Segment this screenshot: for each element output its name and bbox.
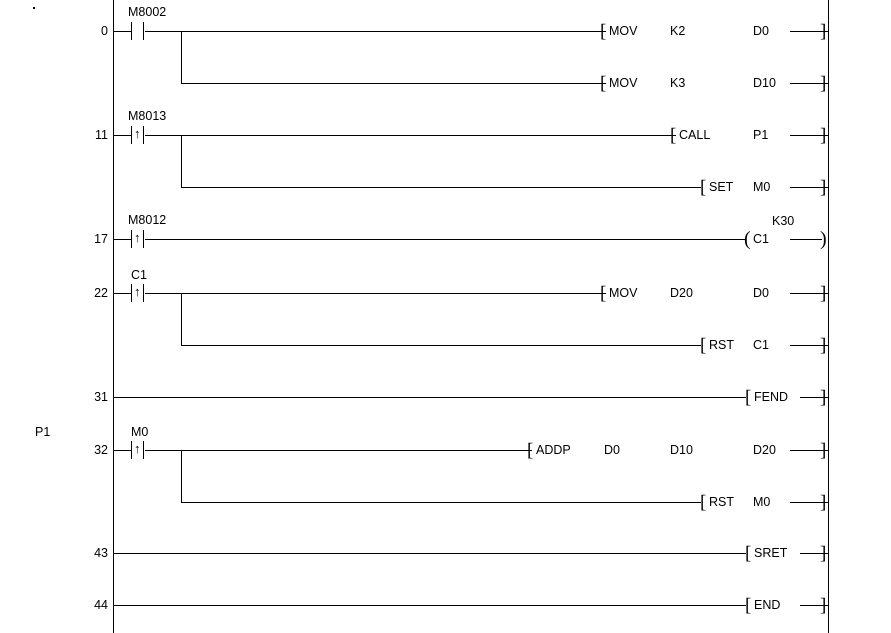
bracket-open-r32b2: [ [700, 492, 707, 513]
bracket-close-r0b1: ] [820, 21, 827, 42]
left-power-rail [113, 0, 114, 633]
operand-d20-addp[interactable]: D20 [753, 443, 776, 457]
device-label-m8012: M8012 [128, 213, 167, 227]
operand-d20-r22b1[interactable]: D20 [670, 286, 693, 300]
instruction-mov-r0b2[interactable]: MOV [609, 76, 638, 90]
bracket-open-r22b2: [ [700, 335, 707, 356]
rung11-branch2-wire [181, 187, 701, 188]
rung0-branch2-wire [181, 83, 606, 84]
rung11-branch-drop [181, 135, 182, 187]
operand-p1-call[interactable]: P1 [753, 128, 769, 142]
instruction-fend[interactable]: FEND [754, 390, 789, 404]
bracket-open-r31: [ [745, 387, 752, 408]
rung44-wire [113, 605, 746, 606]
bracket-open-r11b2: [ [700, 177, 707, 198]
instruction-end[interactable]: END [754, 598, 781, 612]
bracket-close-r43: ] [820, 543, 827, 564]
device-label-m8013: M8013 [128, 109, 167, 123]
step-number-43: 43 [94, 546, 108, 560]
instruction-sret[interactable]: SRET [754, 546, 788, 560]
contact-m8012-rising[interactable]: ↑ [127, 230, 149, 248]
coil-close-paren: ) [820, 228, 827, 250]
bracket-open-r44: [ [745, 595, 752, 616]
rung17-wire [145, 239, 745, 240]
bracket-close-r31: ] [820, 387, 827, 408]
rung0-branch-drop [181, 31, 182, 83]
rung32-branch-drop [181, 450, 182, 502]
coil-open-paren: ( [744, 228, 751, 250]
rung32-branch2-wire [181, 502, 701, 503]
operand-m0-set[interactable]: M0 [753, 180, 771, 194]
step-number-31: 31 [94, 390, 108, 404]
bracket-close-r22b2: ] [820, 335, 827, 356]
operand-k2[interactable]: K2 [670, 24, 686, 38]
device-label-m0: M0 [131, 425, 149, 439]
instruction-call[interactable]: CALL [679, 128, 711, 142]
step-number-11: 11 [95, 128, 108, 142]
bracket-open-r32b1: [ [527, 440, 534, 461]
operand-d0-r0b1[interactable]: D0 [753, 24, 769, 38]
operand-d0-r22b1[interactable]: D0 [753, 286, 769, 300]
rung43-wire [113, 553, 746, 554]
bracket-open-r22b1: [ [600, 283, 607, 304]
instruction-set[interactable]: SET [709, 180, 734, 194]
operand-d10-addp[interactable]: D10 [670, 443, 693, 457]
bracket-close-r11b2: ] [820, 177, 827, 198]
bracket-close-r11b1: ] [820, 125, 827, 146]
rung32-branch1-wire [145, 450, 532, 451]
instruction-mov-r22b1[interactable]: MOV [609, 286, 638, 300]
bracket-close-r32b2: ] [820, 492, 827, 513]
device-label-m8002: M8002 [128, 5, 167, 19]
operand-c1-rst[interactable]: C1 [753, 338, 769, 352]
instruction-mov-r0b1[interactable]: MOV [609, 24, 638, 38]
operand-d0-addp[interactable]: D0 [604, 443, 620, 457]
device-label-c1: C1 [131, 268, 147, 282]
rung0-branch1-wire [145, 31, 606, 32]
rung22-branch-drop [181, 293, 182, 345]
operand-k3[interactable]: K3 [670, 76, 686, 90]
instruction-rst-c1[interactable]: RST [709, 338, 734, 352]
rung11-branch1-wire [145, 135, 676, 136]
bracket-close-r44: ] [820, 595, 827, 616]
corner-mark [33, 7, 35, 9]
bracket-open-r0b2: [ [600, 73, 607, 94]
rung22-branch2-wire [181, 345, 701, 346]
step-number-44: 44 [94, 598, 108, 612]
bracket-open-r11b1: [ [670, 125, 677, 146]
step-number-17: 17 [94, 232, 108, 246]
rung31-wire [113, 397, 746, 398]
operand-d10-r0b2[interactable]: D10 [753, 76, 776, 90]
step-number-0: 0 [101, 24, 108, 38]
coil-c1[interactable]: C1 [753, 232, 769, 246]
contact-m0-rising[interactable]: ↑ [127, 441, 149, 459]
bracket-open-r43: [ [745, 543, 752, 564]
bracket-close-r32b1: ] [820, 440, 827, 461]
contact-m8013-rising[interactable]: ↑ [127, 126, 149, 144]
instruction-addp[interactable]: ADDP [536, 443, 571, 457]
operand-m0-rst[interactable]: M0 [753, 495, 771, 509]
contact-c1-rising[interactable]: ↑ [127, 284, 149, 302]
step-number-22: 22 [94, 286, 108, 300]
rung17-out-wire [790, 239, 822, 240]
pointer-label-p1: P1 [35, 425, 51, 439]
counter-preset-k30[interactable]: K30 [772, 214, 795, 228]
bracket-close-r22b1: ] [820, 283, 827, 304]
step-number-32: 32 [94, 443, 108, 457]
right-power-rail [828, 0, 829, 633]
rung22-branch1-wire [145, 293, 606, 294]
instruction-rst-m0[interactable]: RST [709, 495, 734, 509]
bracket-close-r0b2: ] [820, 73, 827, 94]
bracket-open-r0b1: [ [600, 21, 607, 42]
